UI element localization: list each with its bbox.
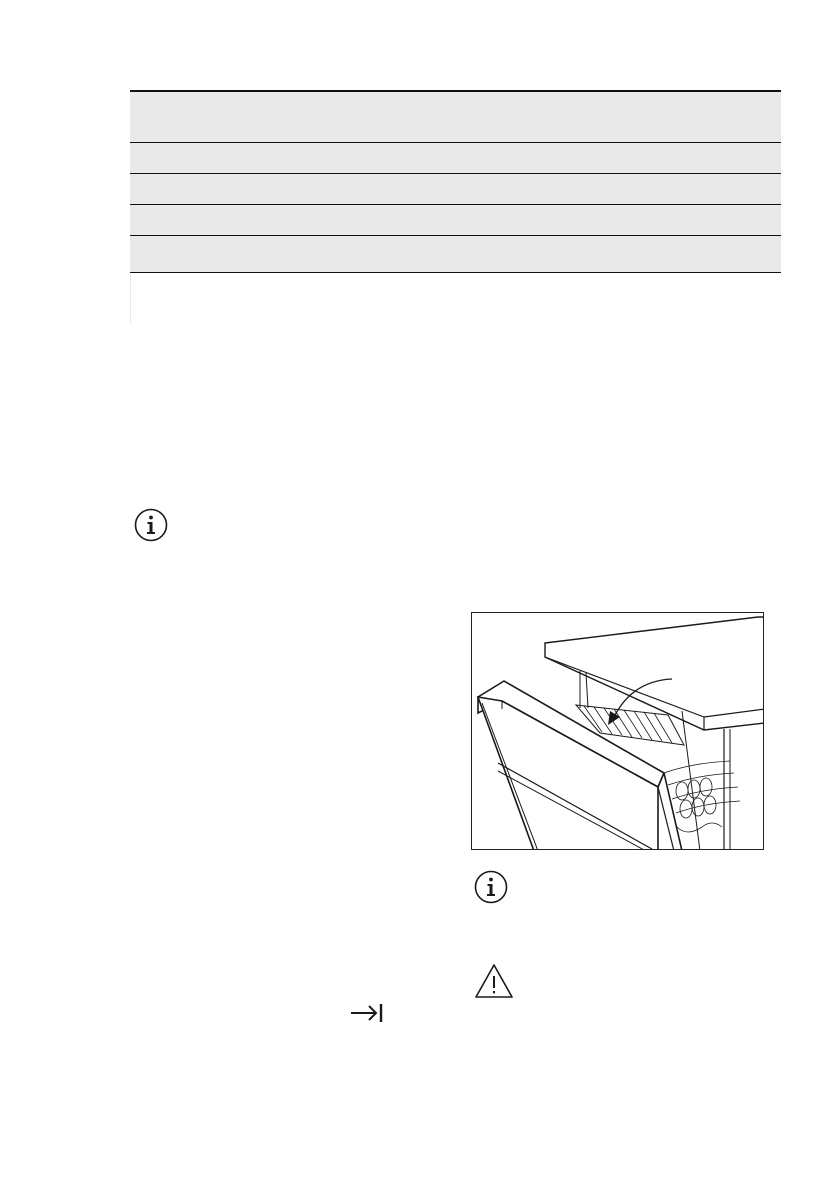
table-row — [130, 235, 781, 272]
specification-table — [130, 90, 781, 273]
arrow-right-bar-icon — [349, 1002, 385, 1024]
table-cell — [130, 235, 781, 272]
table-row — [130, 142, 781, 173]
table-row — [130, 204, 781, 235]
table-header-row — [130, 91, 781, 142]
warning-triangle-icon — [474, 963, 514, 999]
table-header-cell — [130, 91, 781, 142]
table-cell — [130, 173, 781, 204]
table-cell — [130, 204, 781, 235]
dishwasher-illustration — [471, 612, 764, 850]
table-cell — [130, 142, 781, 173]
info-icon — [474, 870, 508, 904]
info-icon — [134, 508, 168, 542]
table-row — [130, 173, 781, 204]
specification-table-container — [130, 90, 781, 273]
table-footer-strip — [130, 275, 131, 323]
